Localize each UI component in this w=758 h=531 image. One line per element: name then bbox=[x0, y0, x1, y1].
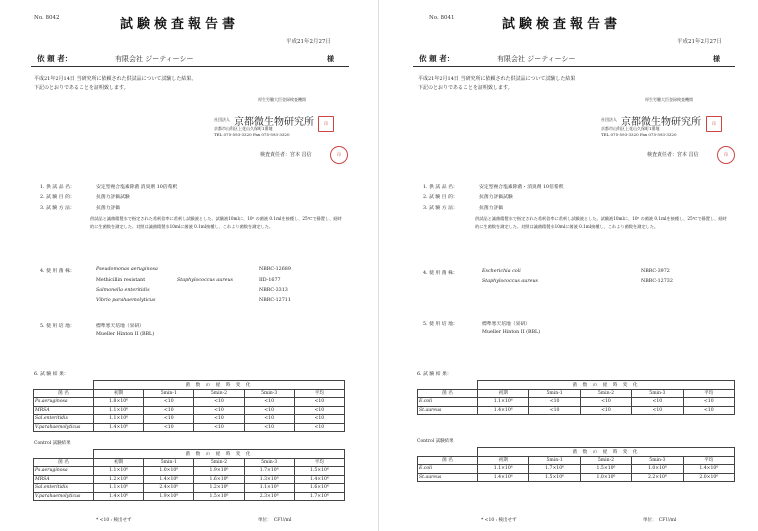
control-table bbox=[33, 449, 345, 501]
text-span: 試 験 目 的： bbox=[46, 195, 75, 200]
table-cell: V.parahaemolyticus bbox=[34, 423, 94, 432]
results-table bbox=[417, 380, 735, 415]
report-date: 平成21年2月27日 bbox=[677, 39, 722, 45]
table-cell: 2.2×10⁶ bbox=[632, 473, 683, 482]
table-cell: <10 bbox=[244, 423, 294, 432]
table-cell: 菌 名 bbox=[34, 389, 94, 398]
client-label: 依 頼 者： bbox=[37, 54, 73, 63]
table-cell: 5min-1 bbox=[144, 389, 194, 398]
control-label: Control 試験結果 bbox=[417, 439, 454, 444]
client-name: 有限会社 ジーティーシー bbox=[497, 55, 576, 63]
table-row bbox=[34, 484, 345, 493]
document-number: No. 8041 bbox=[429, 15, 455, 21]
table-header-row bbox=[418, 456, 735, 465]
personal-seal-stamp: 印 bbox=[330, 146, 348, 164]
table-header-row bbox=[418, 389, 735, 398]
text-span: 抗菌力評価試験 bbox=[479, 195, 513, 200]
table-cell: 1.1×10⁶ bbox=[478, 398, 529, 407]
medium-2: Mueller Hinton II (BBL) bbox=[96, 332, 155, 337]
table-cell: E.coli bbox=[418, 465, 478, 474]
lab-seal-stamp: 印 bbox=[706, 116, 722, 132]
method-description: 供試品と滅菌精製水で指定された希釈倍率に希釈し試験液とした。試験液10mlに、10⁶ の菌液 0.1mlを接種し、25℃で静置し、経時的に生菌数を測定した。対照は滅菌精製水10mlに菌液 0.1ml接種し、これより菌数を測定した。 bbox=[475, 216, 727, 229]
table-title: 菌 数 の 経 時 変 化 bbox=[94, 450, 345, 459]
client-name: 有限会社 ジーティーシー bbox=[115, 55, 194, 63]
text-span: 3. bbox=[423, 206, 428, 211]
text-span: 試 験 目 的： bbox=[429, 195, 458, 200]
table-cell: Ps.aeruginosa bbox=[34, 467, 94, 476]
table-cell: 1.1×10⁶ bbox=[478, 465, 529, 474]
table-row bbox=[34, 475, 345, 484]
strain-code: NBRC-3313 bbox=[259, 288, 288, 293]
table-cell: 5min-2 bbox=[580, 456, 631, 465]
responsible-person: 検査責任者：宮本 昌信 bbox=[647, 152, 699, 158]
table-cell: 1.1×10⁶ bbox=[94, 484, 144, 493]
section-results-label: 6. 試 験 結 果： bbox=[417, 372, 452, 377]
table-cell: 2.4×10⁶ bbox=[144, 484, 194, 493]
table-cell: 菌 名 bbox=[418, 389, 478, 398]
table-cell: <10 bbox=[244, 398, 294, 407]
table-cell bbox=[418, 448, 478, 457]
client-row bbox=[413, 53, 735, 67]
text-span: 試 験 方 法： bbox=[429, 206, 458, 211]
table-cell: 1.5×10⁶ bbox=[294, 467, 344, 476]
table-cell: 1.7×10⁶ bbox=[529, 465, 580, 474]
table-cell: Ps.aeruginosa bbox=[34, 398, 94, 407]
table-cell: 2.0×10⁶ bbox=[683, 473, 734, 482]
table-cell: <10 bbox=[144, 406, 194, 415]
table-cell: <10 bbox=[683, 398, 734, 407]
table-cell: <10 bbox=[580, 406, 631, 415]
table-cell: 5min-3 bbox=[244, 389, 294, 398]
table-cell bbox=[418, 381, 478, 390]
strain-name: Escherichia coli bbox=[482, 269, 521, 274]
table-cell: V.parahaemolyticus bbox=[34, 492, 94, 501]
table-cell: E.coli bbox=[418, 398, 478, 407]
table-cell: <10 bbox=[294, 415, 344, 424]
table-cell: 平均 bbox=[294, 458, 344, 467]
registration-note: 厚生労働大臣登録検査機関 bbox=[645, 97, 693, 102]
table-cell: <10 bbox=[144, 415, 194, 424]
table-cell: 1.0×10⁶ bbox=[144, 467, 194, 476]
intro-line-2: 下記のとおりであることを証明致します。 bbox=[34, 84, 129, 91]
table-cell: 平均 bbox=[683, 456, 734, 465]
method-description: 供試品と滅菌精製水で指定された希釈倍率に希釈し試験液とした。試験液10mlに、10⁶ の菌液 0.1mlを接種し、25℃で静置し、経時的に生菌数を測定した。対照は滅菌精製水10mlに菌液 0.1ml接種し、これより菌数を測定した。 bbox=[90, 216, 342, 229]
table-cell: 平均 bbox=[683, 389, 734, 398]
item-method bbox=[423, 204, 503, 211]
section-strains-label: 4. 使 用 菌 株： bbox=[40, 269, 75, 274]
unit-note: 単位： CFU/ml bbox=[643, 518, 677, 523]
item-method bbox=[40, 204, 120, 211]
section-strains-label: 4. 使 用 菌 株： bbox=[423, 271, 458, 276]
table-cell: Sal.enteritidis bbox=[34, 484, 94, 493]
text-span: 2. bbox=[40, 195, 45, 200]
table-cell: <10 bbox=[580, 398, 631, 407]
lab-phone: TEL 075-593-3320 Fax 075-593-3320 bbox=[601, 132, 677, 137]
table-cell: 1.4×10⁶ bbox=[478, 406, 529, 415]
table-cell: 1.8×10⁶ bbox=[94, 398, 144, 407]
table-cell: <10 bbox=[194, 423, 244, 432]
intro-line-1: 平成21年2月14日 当研究所に依頼された供試品について試験した結果 bbox=[418, 76, 576, 82]
lab-name: 京都微生物研究所 bbox=[621, 117, 701, 128]
lab-address: 京都市山科区上花山久保町1番地 bbox=[601, 126, 660, 131]
table-cell: <10 bbox=[683, 406, 734, 415]
table-cell: 5min-3 bbox=[632, 389, 683, 398]
table-row bbox=[418, 398, 735, 407]
table-cell: 1.6×10⁶ bbox=[294, 484, 344, 493]
table-cell: 1.7×10⁶ bbox=[294, 492, 344, 501]
table-cell: St.aureus bbox=[418, 473, 478, 482]
section-results-label: 6. 試 験 結 果： bbox=[34, 372, 69, 377]
table-title: 菌 数 の 経 時 変 化 bbox=[478, 448, 735, 457]
table-cell: <10 bbox=[244, 415, 294, 424]
section-medium-label: 5. 使 用 培 地： bbox=[423, 322, 458, 327]
table-cell: 1.7×10⁶ bbox=[244, 467, 294, 476]
intro-line-2: 下記のとおりであることを証明致します。 bbox=[418, 84, 513, 91]
responsible-person: 検査責任者：宮本 昌信 bbox=[260, 152, 312, 158]
footnote: * <10 : 検出せず bbox=[96, 518, 132, 523]
table-cell: 平均 bbox=[294, 389, 344, 398]
table-cell: 5min-3 bbox=[244, 458, 294, 467]
table-cell: 5min-1 bbox=[529, 389, 580, 398]
table-cell bbox=[34, 450, 94, 459]
table-header-row bbox=[34, 381, 345, 390]
text-span: 供 試 品 名： bbox=[46, 185, 75, 190]
strain-code: NBRC-3972 bbox=[641, 269, 670, 274]
table-cell bbox=[34, 381, 94, 390]
report-title: 試験検査報告書 bbox=[502, 17, 622, 32]
lab-address: 京都市山科区上花山久保町1番地 bbox=[214, 126, 273, 131]
honorific: 様 bbox=[713, 54, 720, 63]
table-cell: 1.5×10⁶ bbox=[529, 473, 580, 482]
table-cell: 1.0×10⁶ bbox=[580, 473, 631, 482]
client-label: 依 頼 者： bbox=[419, 54, 455, 63]
text-span: 安定型複合塩素除菌 消臭剤 10倍希釈 bbox=[96, 185, 178, 190]
table-cell: 1.1×10⁶ bbox=[94, 415, 144, 424]
table-cell: <10 bbox=[244, 406, 294, 415]
table-cell: 1.2×10⁶ bbox=[194, 484, 244, 493]
item-sample-name bbox=[40, 183, 177, 190]
table-cell: 1.2×10⁶ bbox=[94, 475, 144, 484]
table-row bbox=[34, 415, 345, 424]
text-span: 供 試 品 名： bbox=[429, 185, 458, 190]
table-cell: 1.6×10⁶ bbox=[194, 475, 244, 484]
table-cell: <10 bbox=[144, 423, 194, 432]
table-row bbox=[34, 492, 345, 501]
table-row bbox=[418, 473, 735, 482]
unit-note: 単位： CFU/ml bbox=[258, 518, 292, 523]
table-cell: 1.4×10⁶ bbox=[478, 473, 529, 482]
text-span: 1. bbox=[423, 185, 428, 190]
strain-code: NBRC-12689 bbox=[259, 267, 291, 272]
table-title: 菌 数 の 経 時 変 化 bbox=[478, 381, 735, 390]
table-cell: 1.1×10⁶ bbox=[94, 406, 144, 415]
table-cell: <10 bbox=[194, 406, 244, 415]
report-page-right bbox=[379, 0, 758, 531]
table-cell: 初期 bbox=[94, 458, 144, 467]
table-row bbox=[418, 406, 735, 415]
table-cell: 5min-2 bbox=[194, 458, 244, 467]
table-row bbox=[34, 398, 345, 407]
table-row bbox=[34, 406, 345, 415]
strain-name: Salmonella enteritidis bbox=[96, 288, 150, 293]
report-date: 平成21年2月27日 bbox=[286, 39, 331, 45]
table-cell: <10 bbox=[632, 406, 683, 415]
table-header-row bbox=[34, 450, 345, 459]
table-cell: 菌 名 bbox=[34, 458, 94, 467]
intro-text bbox=[34, 75, 196, 92]
item-purpose bbox=[423, 193, 513, 200]
text-span: 安定型複合塩素除菌・消臭剤 10倍希釈 bbox=[479, 185, 564, 190]
strain-code: NBRC-12711 bbox=[259, 298, 291, 303]
table-cell: <10 bbox=[194, 415, 244, 424]
strain-name-2: Staphylococcus aureus bbox=[177, 278, 234, 283]
text-span: 試 験 方 法： bbox=[46, 206, 75, 211]
table-cell: 1.4×10⁶ bbox=[294, 475, 344, 484]
table-cell: 初期 bbox=[478, 389, 529, 398]
table-row bbox=[34, 467, 345, 476]
table-cell: 1.0×10⁶ bbox=[632, 465, 683, 474]
honorific: 様 bbox=[327, 54, 334, 63]
table-header-row bbox=[418, 381, 735, 390]
table-cell: 1.3×10⁶ bbox=[244, 475, 294, 484]
table-cell: 1.4×10⁶ bbox=[683, 465, 734, 474]
text-span: 抗菌力評価試験 bbox=[96, 195, 130, 200]
table-cell: 1.4×10⁶ bbox=[94, 423, 144, 432]
table-row bbox=[418, 465, 735, 474]
medium-2: Mueller Hinton II (BBL) bbox=[482, 330, 541, 335]
medium-1: 標準寒天培地（栄研） bbox=[96, 324, 144, 329]
table-title: 菌 数 の 経 時 変 化 bbox=[94, 381, 345, 390]
table-cell: <10 bbox=[294, 398, 344, 407]
client-row bbox=[31, 53, 349, 67]
lab-name: 京都微生物研究所 bbox=[234, 117, 314, 128]
table-cell: 菌 名 bbox=[418, 456, 478, 465]
table-cell: MRSA bbox=[34, 475, 94, 484]
table-cell: St.aureus bbox=[418, 406, 478, 415]
control-label: Control 試験結果 bbox=[34, 441, 71, 446]
table-header-row bbox=[418, 448, 735, 457]
table-cell: 1.4×10⁶ bbox=[144, 475, 194, 484]
table-cell: <10 bbox=[144, 398, 194, 407]
table-cell: 1.5×10⁶ bbox=[194, 492, 244, 501]
strain-name: Vibrio parahaemolyticus bbox=[96, 298, 156, 303]
personal-seal-stamp: 印 bbox=[717, 146, 735, 164]
table-header-row bbox=[34, 458, 345, 467]
table-cell: 2.3×10⁶ bbox=[244, 492, 294, 501]
report-title: 試験検査報告書 bbox=[120, 17, 240, 32]
lab-kind: 社団法人 bbox=[214, 117, 230, 122]
table-cell: 5min-2 bbox=[580, 389, 631, 398]
results-table bbox=[33, 380, 345, 432]
table-cell: <10 bbox=[529, 398, 580, 407]
table-cell: <10 bbox=[632, 398, 683, 407]
table-cell: 初期 bbox=[94, 389, 144, 398]
table-cell: <10 bbox=[294, 406, 344, 415]
lab-phone: TEL 075-593-3320 Fax 075-593-3320 bbox=[214, 132, 290, 137]
item-sample-name bbox=[423, 183, 564, 190]
text-span: 抗菌力評価 bbox=[96, 206, 121, 211]
registration-note: 厚生労働大臣登録検査機関 bbox=[258, 97, 306, 102]
table-cell: 1.1×10⁶ bbox=[94, 467, 144, 476]
table-cell: 1.5×10⁶ bbox=[580, 465, 631, 474]
text-span: 2. bbox=[423, 195, 428, 200]
intro-line-1: 平成21年2月14日 当研究所に依頼された供試品について試験した結果、 bbox=[34, 76, 197, 82]
strain-code: NBRC-12732 bbox=[641, 279, 673, 284]
table-cell: <10 bbox=[194, 398, 244, 407]
table-cell: 5min-2 bbox=[194, 389, 244, 398]
intro-text bbox=[418, 75, 575, 92]
text-span: 抗菌力評価 bbox=[479, 206, 504, 211]
table-cell: <10 bbox=[294, 423, 344, 432]
table-cell: 1.4×10⁶ bbox=[94, 492, 144, 501]
document-number: No. 8042 bbox=[34, 15, 60, 21]
strain-name: Methicillin resistant bbox=[96, 278, 146, 283]
lab-seal-stamp: 印 bbox=[318, 116, 334, 132]
table-cell: Sal.enteritidis bbox=[34, 415, 94, 424]
table-row bbox=[34, 423, 345, 432]
strain-name: Pseudomonas aeruginosa bbox=[96, 267, 158, 272]
text-span: 3. bbox=[40, 206, 45, 211]
section-medium-label: 5. 使 用 培 地： bbox=[40, 324, 75, 329]
strain-code: IID-1677 bbox=[259, 278, 281, 283]
table-cell: 5min-1 bbox=[529, 456, 580, 465]
table-cell: 初期 bbox=[478, 456, 529, 465]
medium-1: 標準寒天培地（栄研） bbox=[482, 322, 530, 327]
lab-kind: 社団法人 bbox=[601, 117, 617, 122]
item-purpose bbox=[40, 193, 130, 200]
text-span: 1. bbox=[40, 185, 45, 190]
table-cell: 1.9×10⁶ bbox=[194, 467, 244, 476]
table-cell: 5min-1 bbox=[144, 458, 194, 467]
table-cell: 5min-3 bbox=[632, 456, 683, 465]
table-header-row bbox=[34, 389, 345, 398]
footnote: * <10 : 検出せず bbox=[481, 518, 517, 523]
table-cell: 1.1×10⁶ bbox=[244, 484, 294, 493]
table-cell: 1.9×10⁶ bbox=[144, 492, 194, 501]
strain-name: Staphylococcus aureus bbox=[482, 279, 539, 284]
table-cell: <10 bbox=[529, 406, 580, 415]
control-table bbox=[417, 447, 735, 482]
table-cell: MRSA bbox=[34, 406, 94, 415]
